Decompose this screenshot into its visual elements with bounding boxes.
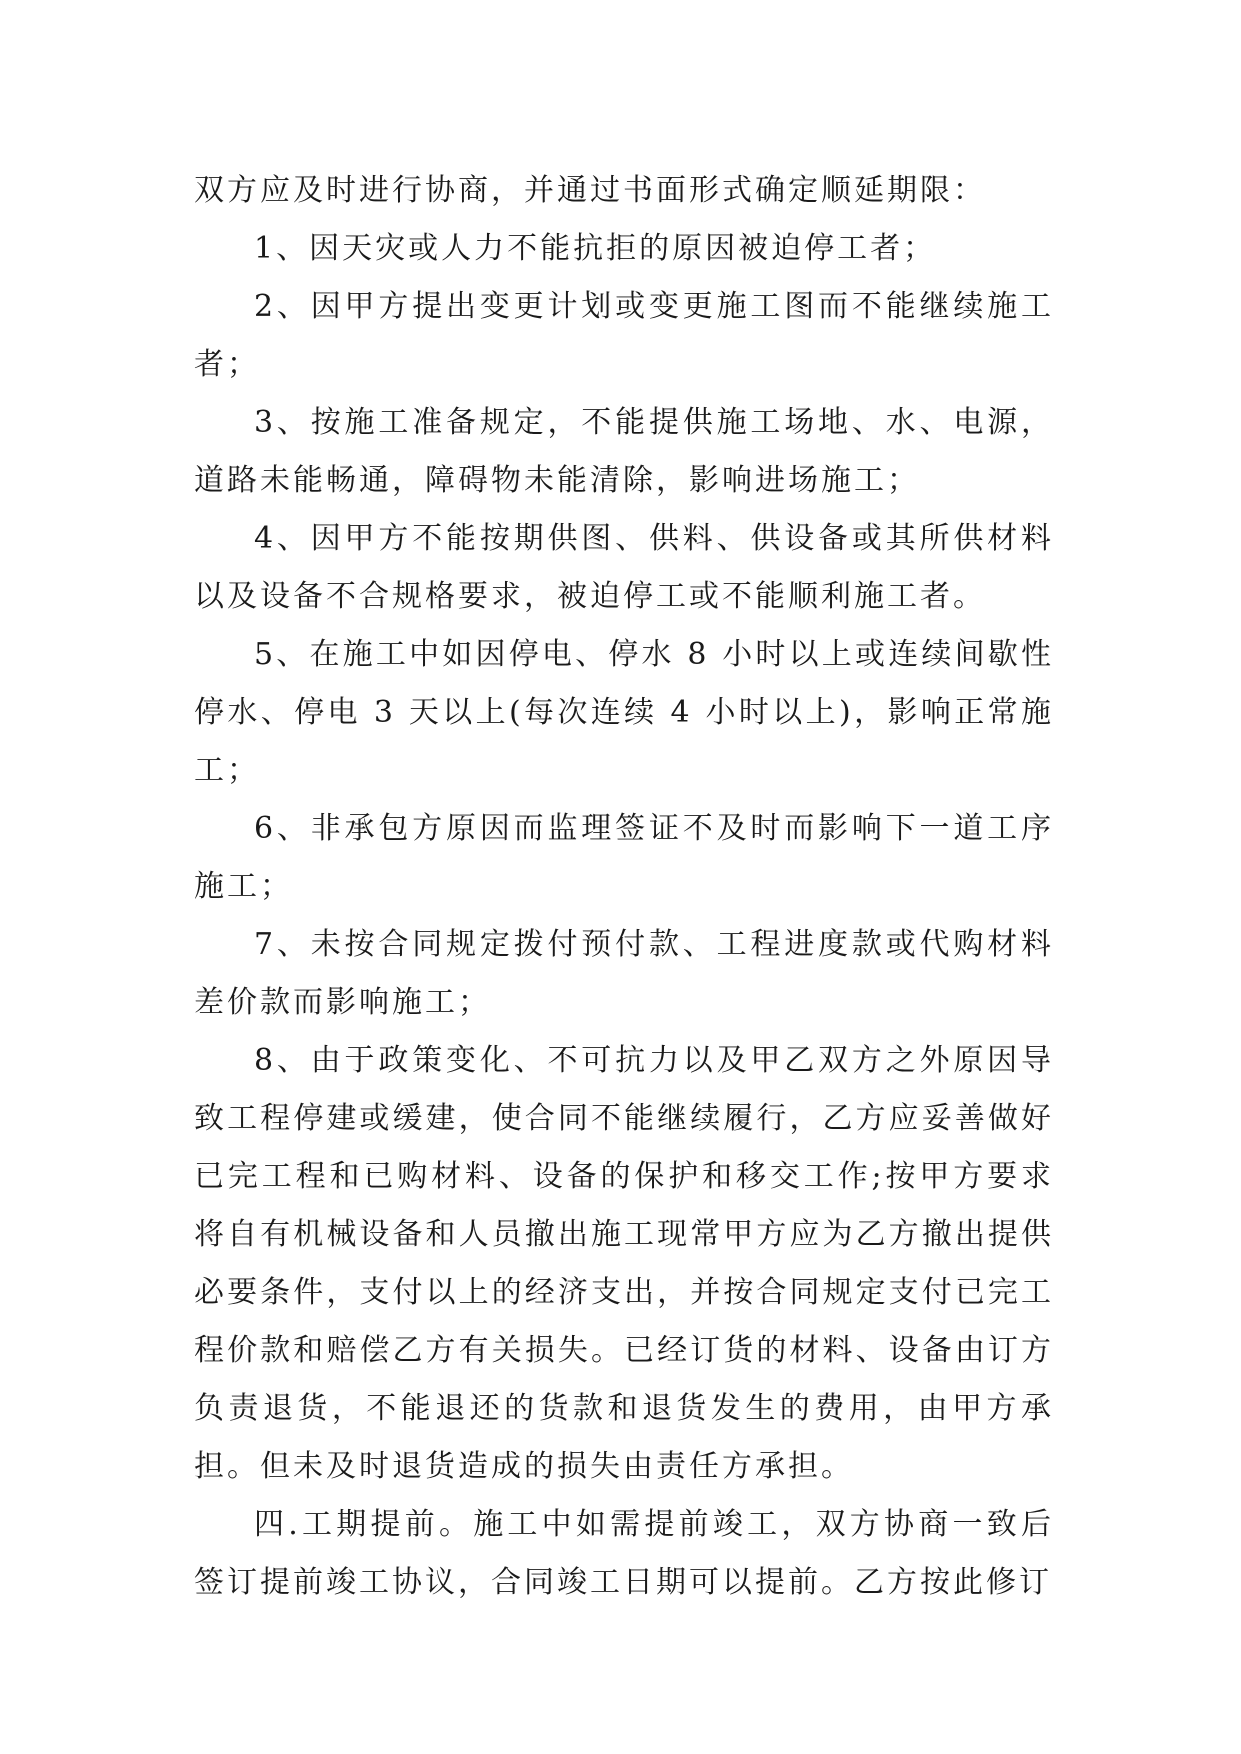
paragraph-item-7: 7、未按合同规定拨付预付款、工程进度款或代购材料差价款而影响施工； xyxy=(194,927,1054,1020)
paragraph-item-1: 1、因天灾或人力不能抗拒的原因被迫停工者； xyxy=(254,231,937,266)
paragraph-section-4: 四.工期提前。施工中如需提前竣工，双方协商一致后签订提前竣工协议，合同竣工日期可以提前。乙方按此修订 xyxy=(194,1507,1054,1600)
paragraph-item-3: 3、按施工准备规定，不能提供施工场地、水、电源，道路未能畅通，障碍物未能清除，影响进场施工； xyxy=(194,405,1054,498)
paragraph-item-8: 8、由于政策变化、不可抗力以及甲乙双方之外原因导致工程停建或缓建，使合同不能继续履行，乙方应妥善做好已完工程和已购材料、设备的保护和移交工作;按甲方要求将自有机械设备和人员撤出施工现常甲方应为乙方撤出提供必要条件，支付以上的经济支出，并按合同规定支付已完工程价款和赔偿乙方有关损失。已经订货的材料、设备由订方负责退货，不能退还的货款和退货发生的费用，由甲方承担。但未及时退货造成的损失由责任方承担。 xyxy=(194,1043,1054,1484)
paragraph-item-5: 5、在施工中如因停电、停水 8 小时以上或连续间歇性停水、停电 3 天以上(每次连续 4 小时以上)，影响正常施工； xyxy=(194,637,1054,788)
document-body xyxy=(194,162,1054,1612)
paragraph-continuation: 双方应及时进行协商，并通过书面形式确定顺延期限： xyxy=(194,173,986,208)
paragraph-item-4: 4、因甲方不能按期供图、供料、供设备或其所供材料以及设备不合规格要求，被迫停工或不能顺利施工者。 xyxy=(194,521,1054,614)
paragraph-item-6: 6、非承包方原因而监理签证不及时而影响下一道工序施工； xyxy=(194,811,1054,904)
paragraph-item-2: 2、因甲方提出变更计划或变更施工图而不能继续施工者； xyxy=(194,289,1054,382)
